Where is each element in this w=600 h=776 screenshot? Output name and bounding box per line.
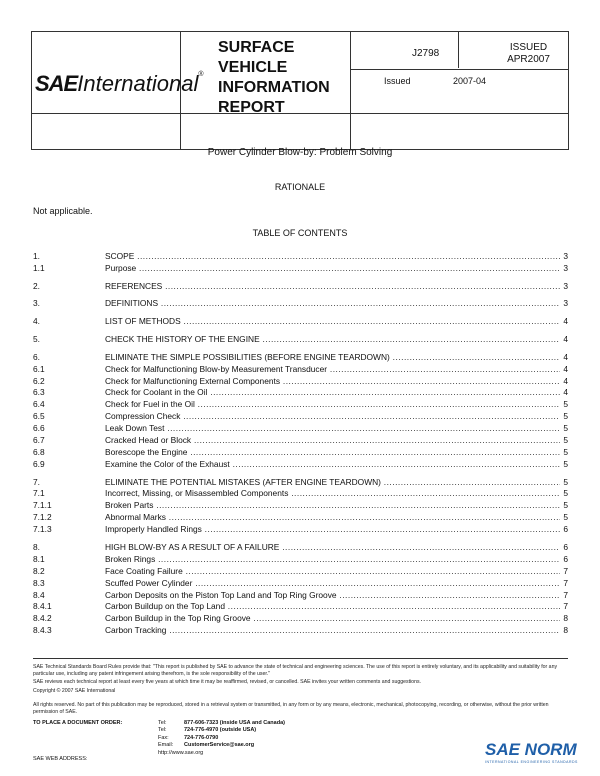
order-label: TO PLACE A DOCUMENT ORDER:	[33, 720, 123, 726]
toc-title: Abnormal Marks .....	[105, 512, 560, 524]
table-of-contents	[33, 251, 568, 637]
toc-title: Scuffed Power Cylinder .....	[105, 578, 560, 590]
footer-review-notice: SAE reviews each technical report at least every five years at which time it may be reaffirmed, revised, or cancelled. SAE invites your written comments and suggestions.	[33, 679, 421, 685]
toc-row[interactable]	[33, 387, 568, 399]
sae-norm-text: SAE NORM	[485, 740, 577, 759]
title-line: REPORT	[218, 99, 285, 116]
logo-sae: SAE	[35, 71, 78, 96]
toc-number: 7.1.3	[33, 524, 52, 535]
toc-row[interactable]	[33, 566, 568, 578]
toc-number: 1.	[33, 251, 40, 261]
issued-date: 2007-04	[453, 76, 487, 86]
toc-title: Face Coating Failure .....	[105, 566, 560, 578]
toc-row[interactable]	[33, 298, 568, 310]
toc-row[interactable]	[33, 512, 568, 524]
toc-page: 5	[563, 512, 568, 523]
toc-number: 3.	[33, 298, 40, 309]
web-address[interactable]: http://www.sae.org	[158, 749, 204, 756]
toc-page: 5	[563, 500, 568, 511]
toc-row[interactable]	[33, 590, 568, 602]
toc-row[interactable]	[33, 500, 568, 512]
toc-row[interactable]	[33, 625, 568, 637]
toc-title: Cracked Head or Block .....	[105, 435, 560, 447]
email-label: Email:	[158, 742, 174, 749]
toc-row[interactable]	[33, 447, 568, 459]
toc-number: 8.3	[33, 577, 45, 588]
toc-title: Carbon Deposits on the Piston Top Land and Top Ring Groove .....	[105, 590, 560, 602]
toc-row[interactable]	[33, 459, 568, 471]
header-divider	[350, 69, 568, 70]
toc-heading: TABLE OF CONTENTS	[252, 228, 348, 238]
toc-row[interactable]	[33, 376, 568, 388]
email-link[interactable]: CustomerService@sae.org	[184, 742, 255, 749]
toc-row[interactable]	[33, 613, 568, 625]
toc-row[interactable]	[33, 411, 568, 423]
toc-title: Carbon Buildup in the Top Ring Groove .....	[105, 613, 560, 625]
toc-page: 6	[563, 553, 568, 564]
document-subtitle: Power Cylinder Blow-by: Problem Solving	[207, 147, 393, 158]
toc-page: 3	[563, 280, 568, 291]
toc-number: 7.1.2	[33, 512, 52, 523]
toc-page: 6	[563, 541, 568, 552]
toc-page: 8	[563, 625, 568, 636]
toc-title: REFERENCES .....	[105, 281, 560, 293]
toc-number: 8.4.3	[33, 625, 52, 636]
toc-number: 7.1	[33, 488, 45, 499]
footer-rules-notice: SAE Technical Standards Board Rules provide that: "This report is published by SAE to advance the state of technical and engineering sciences. The use of this report is entirely voluntary, and its applicability and suitability for any particular use, including any patent infringement arising therefrom, is the sole responsibility of the user."	[33, 664, 558, 677]
toc-title: Improperly Handled Rings .....	[105, 524, 560, 536]
tel-value: 877-606-7323 (inside USA and Canada)	[184, 720, 285, 726]
toc-title: Broken Parts .....	[105, 500, 560, 512]
toc-page: 7	[563, 565, 568, 576]
footer-rights-notice: All rights reserved. No part of this publication may be reproduced, stored in a retrieval system or transmitted, in any form or by any means, electronic, mechanical, photocopying, recording, or otherwise, without the prior written permission of SAE.	[33, 702, 549, 715]
toc-row[interactable]	[33, 435, 568, 447]
toc-page: 5	[563, 435, 568, 446]
toc-number: 8.4.2	[33, 613, 52, 624]
title-line: VEHICLE	[218, 59, 288, 76]
issued-status	[488, 42, 569, 66]
toc-page: 4	[563, 334, 568, 345]
toc-number: 8.1	[33, 553, 45, 564]
toc-number: 8.	[33, 541, 40, 552]
toc-row[interactable]	[33, 334, 568, 346]
toc-number: 6.	[33, 351, 40, 362]
toc-row[interactable]	[33, 524, 568, 536]
toc-row[interactable]	[33, 554, 568, 566]
toc-number: 6.1	[33, 363, 45, 374]
toc-title: Check for Coolant in the Oil .....	[105, 387, 560, 399]
toc-page: 3	[563, 262, 568, 273]
toc-page: 5	[563, 458, 568, 469]
toc-page: 7	[563, 577, 568, 588]
toc-title: Compression Check .....	[105, 411, 560, 423]
toc-page: 3	[563, 251, 568, 261]
sae-norm-subtext: INTERNATIONAL ENGINEERING STANDARDS	[485, 760, 578, 764]
header-divider	[458, 32, 459, 68]
toc-page: 5	[563, 423, 568, 434]
toc-row[interactable]	[33, 399, 568, 411]
toc-number: 6.5	[33, 411, 45, 422]
logo-tm: ®	[198, 71, 204, 78]
toc-page: 5	[563, 446, 568, 457]
issued-status-date: APR2007	[507, 54, 550, 65]
toc-title: SCOPE .....	[105, 251, 560, 263]
toc-number: 8.2	[33, 565, 45, 576]
toc-page: 6	[563, 524, 568, 535]
toc-row[interactable]	[33, 578, 568, 590]
toc-row[interactable]	[33, 601, 568, 613]
title-line: INFORMATION	[218, 79, 330, 96]
toc-page: 7	[563, 589, 568, 600]
toc-number: 5.	[33, 334, 40, 345]
toc-row[interactable]	[33, 477, 568, 489]
toc-page: 4	[563, 363, 568, 374]
toc-number: 6.2	[33, 375, 45, 386]
toc-number: 6.7	[33, 435, 45, 446]
rationale-heading: RATIONALE	[274, 182, 326, 192]
logo-international: International	[77, 71, 199, 96]
web-address-label: SAE WEB ADDRESS:	[33, 756, 88, 762]
toc-title: Leak Down Test .....	[105, 423, 560, 435]
sae-norm-logo	[485, 740, 578, 764]
footer-rule	[33, 658, 568, 659]
toc-row[interactable]	[33, 542, 568, 554]
toc-page: 4	[563, 316, 568, 327]
toc-title: Check for Malfunctioning Blow-by Measurement Transducer .....	[105, 364, 560, 376]
contact-values	[184, 720, 285, 750]
document-number: J2798	[412, 48, 440, 59]
toc-title: Carbon Tracking .....	[105, 625, 560, 637]
toc-number: 7.1.1	[33, 500, 52, 511]
toc-page: 5	[563, 476, 568, 487]
issued-label: Issued	[384, 76, 411, 86]
toc-number: 8.4	[33, 589, 45, 600]
toc-title: Check for Malfunctioning External Components .....	[105, 376, 560, 388]
toc-row[interactable]	[33, 281, 568, 293]
toc-title: ELIMINATE THE POTENTIAL MISTAKES (AFTER ENGINE TEARDOWN) .....	[105, 477, 560, 489]
fax-value: 724-776-0790	[184, 734, 219, 741]
toc-number: 6.3	[33, 387, 45, 398]
toc-title: Broken Rings .....	[105, 554, 560, 566]
document-type-title	[218, 38, 378, 118]
rationale-text: Not applicable.	[33, 206, 93, 216]
toc-number: 8.4.1	[33, 601, 52, 612]
toc-row[interactable]	[33, 423, 568, 435]
title-line: SURFACE	[218, 39, 295, 56]
toc-title: DEFINITIONS .....	[105, 298, 560, 310]
toc-row[interactable]	[33, 251, 568, 263]
toc-page: 4	[563, 375, 568, 386]
toc-number: 6.8	[33, 446, 45, 457]
toc-number: 7.	[33, 476, 40, 487]
toc-title: LIST OF METHODS .....	[105, 316, 560, 328]
footer-copyright: Copyright © 2007 SAE International	[33, 688, 116, 694]
toc-row[interactable]	[33, 316, 568, 328]
toc-title: CHECK THE HISTORY OF THE ENGINE .....	[105, 334, 560, 346]
tel2-label: Tel:	[158, 727, 167, 734]
toc-title: Check for Fuel in the Oil .....	[105, 399, 560, 411]
toc-row[interactable]	[33, 263, 568, 275]
toc-row[interactable]	[33, 364, 568, 376]
toc-number: 4.	[33, 316, 40, 327]
toc-row[interactable]	[33, 352, 568, 364]
tel-label: Tel:	[158, 720, 167, 726]
toc-title: Purpose .....	[105, 263, 560, 275]
toc-number: 1.1	[33, 262, 45, 273]
toc-title: ELIMINATE THE SIMPLE POSSIBILITIES (BEFORE ENGINE TEARDOWN) .....	[105, 352, 560, 364]
toc-page: 5	[563, 411, 568, 422]
toc-row[interactable]	[33, 488, 568, 500]
toc-page: 8	[563, 613, 568, 624]
toc-number: 6.9	[33, 458, 45, 469]
toc-number: 6.6	[33, 423, 45, 434]
toc-title: Examine the Color of the Exhaust .....	[105, 459, 560, 471]
fax-label: Fax:	[158, 734, 169, 741]
toc-title: HIGH BLOW-BY AS A RESULT OF A FAILURE .....	[105, 542, 560, 554]
toc-page: 3	[563, 298, 568, 309]
toc-title: Incorrect, Missing, or Misassembled Components .....	[105, 488, 560, 500]
issued-status-line: ISSUED	[509, 42, 548, 53]
toc-title: Carbon Buildup on the Top Land .....	[105, 601, 560, 613]
toc-page: 4	[563, 387, 568, 398]
toc-number: 2.	[33, 280, 40, 291]
toc-title: Borescope the Engine .....	[105, 447, 560, 459]
sae-international-logo	[35, 71, 204, 97]
toc-number: 6.4	[33, 399, 45, 410]
toc-page: 4	[563, 351, 568, 362]
toc-page: 5	[563, 399, 568, 410]
toc-page: 7	[563, 601, 568, 612]
tel2-value: 724-776-4970 (outside USA)	[184, 727, 257, 734]
toc-page: 5	[563, 488, 568, 499]
